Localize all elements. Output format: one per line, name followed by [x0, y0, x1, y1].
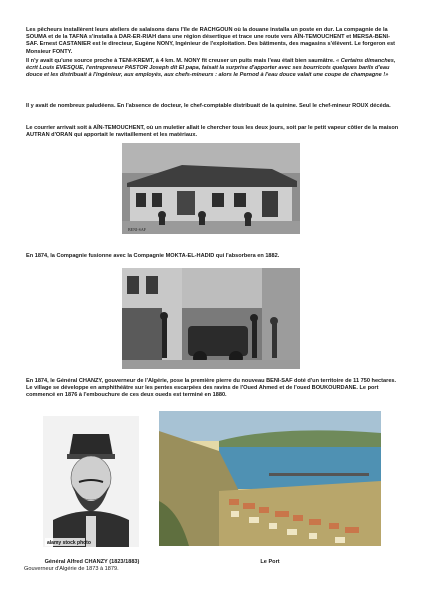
portrait-image — [43, 416, 139, 547]
photo-portrait-chanzy — [43, 416, 139, 547]
quote-evesque: « Certains dimanches, écrit Louis EVESQUE, l'entrepreneur PASTOR Joseph dit El papa, faisait la surprise d'apporter avec ses bourricots quelques barils d'eau douce et les distribuait à l'ingénieur, aux employés, aux chefs-mineurs : alors le Pernod à l'eau douce valait une coupe de champagne !» — [26, 58, 396, 79]
paragraph-courrier: Le courrier arrivait soit à AÏN-TEMOUCHENT, où un muletier allait le chercher tous les deux jours, soit par le petit vapeur côtier de la maison AUTRAN d'ORAN qui apportait le ravitaillement et les matériaux. — [26, 125, 399, 139]
caption-general-subtitle: Gouverneur d'Algérie de 1873 à 1879. — [24, 566, 119, 572]
photo-building-caption: BENI-SAF — [128, 227, 147, 232]
photo-building — [122, 143, 300, 234]
watermark-text: alamy stock photo — [47, 540, 91, 546]
port-image — [159, 411, 381, 546]
paragraph-water — [26, 58, 400, 80]
caption-port: Le Port — [260, 559, 280, 565]
photo-building-image — [122, 143, 300, 234]
photo-street — [122, 268, 300, 369]
paragraph-chanzy: En 1874, le Général CHANZY, gouverneur de l'Algérie, pose la première pierre du nouveau BENI-SAF doté d'un territoire de 11 750 hectares. Le village se développe en amphithéâtre sur les pentes escarpées des ravins de l'Oued Ahmed et de l'oued BOUKOURDANE. Le port commencé en 1876 à l'embouchure de ces deux oueds est terminé en 1880. — [26, 378, 397, 399]
photo-street-image — [122, 268, 300, 369]
paragraph-mokta: En 1874, la Compagnie fusionne avec la Compagnie MOKTA-EL-HADID qui l'absorbera en 1882. — [26, 253, 280, 259]
caption-general-chanzy: Général Alfred CHANZY (1823/1883) — [44, 559, 140, 565]
photo-port — [159, 411, 381, 546]
paragraph-intro: Les pêcheurs installèrent leurs ateliers de salaisons dans l'île de RACHGOUN où la douane installa un poste en dur. La compagnie de la SOUMA et de la TAFNA s'installa à DAR-ER-RIAH dans une région désertique et trace une route vers AÏN-TEMOUCHENT et MERSA-BENI-SAF. Ernest CASTANIER est le directeur, Eugène NONY, Ingénieur de l'exploitation. Des bâtiments, des magasins s'élèvent. Le forgeron est Monsieur FONTY. — [26, 27, 396, 55]
paragraph-water-text: Il n'y avait qu'une source proche à TENI-KREMT, à 4 km. M. NONY fit creuser un puits mais l'eau était bien saumâtre. — [26, 58, 337, 64]
paragraph-paludeens: Il y avait de nombreux paludéens. En l'absence de docteur, le chef-comptable distribuait de la quinine. Seul le chef-mineur ROUX décéda. — [26, 103, 391, 109]
